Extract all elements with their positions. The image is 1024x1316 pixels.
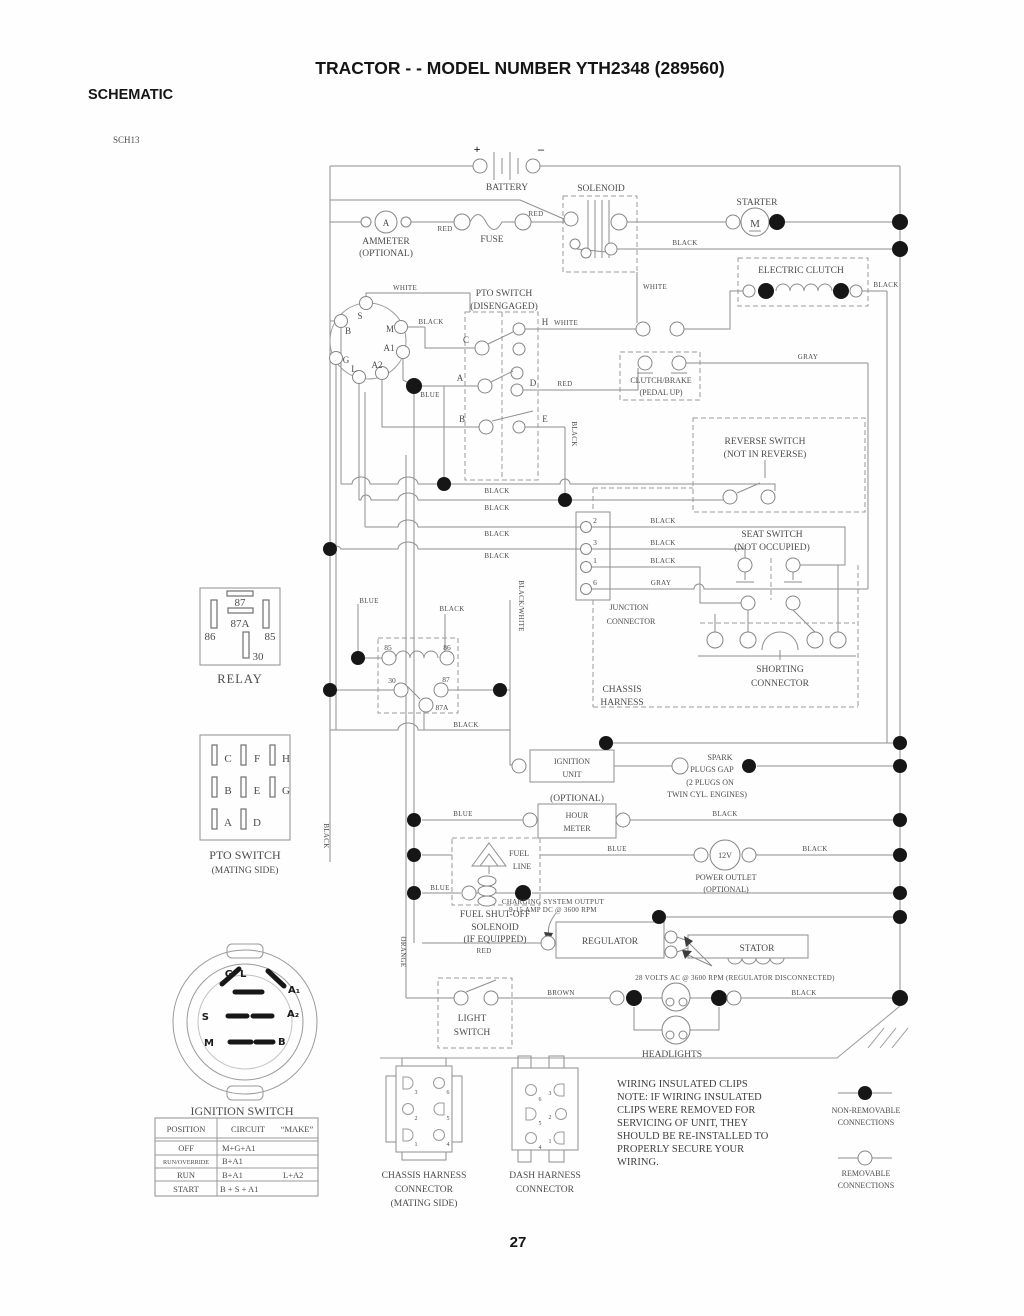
- ign-conn-b: B: [278, 1037, 286, 1048]
- table-row: START: [173, 1184, 199, 1194]
- svg-text:86: 86: [443, 643, 451, 652]
- svg-text:E: E: [253, 785, 261, 797]
- note-line: PROPERLY SECURE YOUR: [617, 1144, 745, 1155]
- table-header-position: POSITION: [166, 1124, 206, 1134]
- svg-text:1: 1: [548, 1139, 552, 1145]
- legend-non-removable: NON-REMOVABLE: [831, 1106, 901, 1115]
- wire-black-j1: BLACK: [650, 557, 676, 565]
- ign-conn-m: M: [204, 1038, 214, 1049]
- svg-text:(NOT IN REVERSE): (NOT IN REVERSE): [723, 450, 807, 460]
- dash-harness-connector: [509, 1056, 581, 1195]
- battery-plus: +: [473, 142, 481, 156]
- stator-label: STATOR: [739, 944, 775, 954]
- svg-text:4: 4: [446, 1142, 450, 1148]
- pto-pin-c: C: [462, 335, 470, 345]
- wire-red-3: RED: [557, 380, 573, 388]
- pto-switch-label: PTO SWITCH: [475, 289, 533, 299]
- svg-text:5: 5: [446, 1116, 450, 1122]
- spark-plugs: [667, 753, 907, 799]
- svg-text:UNIT: UNIT: [562, 770, 582, 779]
- junction-pin-6: 6: [593, 578, 597, 587]
- wire-black-j2: BLACK: [650, 517, 676, 525]
- svg-text:85: 85: [384, 643, 392, 652]
- relay-pin-87a: 87A: [230, 618, 250, 630]
- ignition-switch-pictorial: [173, 944, 317, 1118]
- wire-black-r4: BLACK: [484, 552, 510, 560]
- chassis-harness-boundary: [593, 488, 858, 708]
- wire-blue-po: BLUE: [607, 845, 627, 853]
- svg-text:6: 6: [538, 1097, 542, 1103]
- wire-white-2: WHITE: [392, 284, 418, 292]
- svg-text:2: 2: [548, 1115, 552, 1121]
- junction-pin-3: 3: [593, 538, 597, 547]
- svg-text:PLUGS GAP: PLUGS GAP: [690, 765, 734, 774]
- table-row: RUN/OVERRIDE: [162, 1159, 210, 1166]
- svg-text:6: 6: [446, 1090, 450, 1096]
- svg-text:LINE: LINE: [512, 862, 532, 871]
- shorting-label: SHORTING: [756, 665, 804, 675]
- relay-pictorial: [200, 588, 280, 686]
- page-number: 27: [509, 1234, 527, 1251]
- wire-blue-relay: BLUE: [359, 597, 379, 605]
- pto-pin-e: E: [542, 414, 548, 424]
- ign-term-a2: A2: [371, 360, 383, 370]
- wire-gray-j6: GRAY: [650, 579, 672, 587]
- svg-text:A: A: [224, 817, 232, 829]
- schematic-code: SCH13: [113, 135, 140, 145]
- battery-minus: –: [538, 142, 544, 156]
- svg-text:B: B: [224, 785, 232, 797]
- wire-black-r3: BLACK: [484, 530, 510, 538]
- clutch-brake-label: CLUTCH/BRAKE: [630, 376, 692, 385]
- spark-label: SPARK: [707, 753, 733, 762]
- connection-legend: [832, 1086, 901, 1190]
- wire-black-white: BLACK/WHITE: [517, 580, 525, 632]
- ign-term-s: S: [357, 311, 363, 321]
- relay-pin-85: 85: [264, 631, 276, 643]
- svg-text:3: 3: [414, 1090, 418, 1096]
- wire-blue-hm: BLUE: [453, 810, 473, 818]
- svg-text:L+A2: L+A2: [283, 1170, 304, 1180]
- starter-motor-symbol: [726, 198, 908, 257]
- wire-red-reg: RED: [476, 947, 492, 955]
- svg-text:B+A1: B+A1: [222, 1156, 243, 1166]
- svg-text:87: 87: [442, 675, 450, 684]
- svg-text:9-15 AMP DC @ 3600 RPM: 9-15 AMP DC @ 3600 RPM: [509, 906, 597, 914]
- svg-text:(PEDAL UP): (PEDAL UP): [639, 388, 683, 397]
- wire-orange: ORANGE: [399, 936, 407, 968]
- charging-output-label: CHARGING SYSTEM OUTPUT: [501, 898, 605, 906]
- svg-text:(IF EQUIPPED): (IF EQUIPPED): [463, 935, 527, 945]
- dash-connector-label: DASH HARNESS: [509, 1171, 581, 1181]
- note-line: SHOULD BE RE-INSTALLED TO: [617, 1131, 769, 1142]
- ammeter-symbol: [359, 211, 413, 259]
- svg-text:CONNECTOR: CONNECTOR: [395, 1185, 453, 1195]
- electric-clutch-label: ELECTRIC CLUTCH: [758, 266, 844, 276]
- wiring-note: [617, 1079, 769, 1168]
- wire-black-solenoid: BLACK: [672, 239, 698, 247]
- seat-switch-label: SEAT SWITCH: [741, 530, 803, 540]
- wire-red-1: RED: [437, 225, 453, 233]
- pto-pin-d: D: [529, 378, 537, 388]
- ign-conn-g: G: [224, 969, 233, 980]
- pto-mating-label: PTO SWITCH: [209, 848, 281, 862]
- pto-pin-b: B: [458, 414, 466, 424]
- regulator-label: REGULATOR: [581, 937, 639, 947]
- ignition-unit-label: IGNITION: [554, 757, 590, 766]
- table-header-circuit: CIRCUIT: [231, 1124, 265, 1134]
- wire-black-m: BLACK: [418, 318, 444, 326]
- svg-text:C: C: [224, 753, 232, 765]
- svg-text:(OPTIONAL): (OPTIONAL): [359, 249, 413, 259]
- light-switch: [438, 978, 512, 1048]
- svg-text:SOLENOID: SOLENOID: [471, 923, 519, 933]
- schematic-heading: SCHEMATIC: [88, 87, 174, 103]
- svg-text:3: 3: [548, 1091, 552, 1097]
- solenoid-label: SOLENOID: [577, 184, 625, 194]
- wire-white-3: WHITE: [553, 319, 579, 327]
- svg-text:5: 5: [538, 1121, 542, 1127]
- wire-blue-fuel: BLUE: [430, 884, 450, 892]
- svg-text:30: 30: [388, 676, 396, 685]
- note-line: SERVICING OF UNIT, THEY: [617, 1118, 749, 1129]
- fuel-line-label: FUEL: [509, 849, 529, 858]
- ignition-table: [155, 1118, 318, 1196]
- clutch-brake-switch: [620, 322, 700, 400]
- junction-pin-1: 1: [593, 556, 597, 565]
- wire-black-r1: BLACK: [484, 487, 510, 495]
- pto-mating-pictorial: [200, 735, 290, 876]
- wire-black-j3: BLACK: [650, 539, 676, 547]
- starter-m: M: [750, 218, 760, 230]
- starter-label: STARTER: [736, 198, 778, 208]
- reverse-switch-label: REVERSE SWITCH: [724, 437, 806, 447]
- reverse-switch: [693, 418, 865, 512]
- fuel-shutoff-label: FUEL SHUT-OFF: [459, 910, 531, 920]
- wire-black-po: BLACK: [802, 845, 828, 853]
- ammeter-label: AMMETER: [362, 237, 410, 247]
- svg-text:TWIN CYL. ENGINES): TWIN CYL. ENGINES): [667, 790, 747, 799]
- fuse-label: FUSE: [480, 235, 504, 245]
- electric-clutch-symbol: [738, 258, 899, 306]
- wire-black-hl: BLACK: [791, 989, 817, 997]
- chassis-connector-label: CHASSIS HARNESS: [381, 1171, 467, 1181]
- pto-switch-schematic: [457, 289, 549, 480]
- svg-text:(NOT OCCUPIED): (NOT OCCUPIED): [734, 543, 810, 553]
- svg-text:SWITCH: SWITCH: [453, 1028, 491, 1038]
- table-header-make: “MAKE”: [280, 1124, 314, 1134]
- light-switch-label: LIGHT: [457, 1014, 487, 1024]
- svg-text:2: 2: [414, 1116, 418, 1122]
- svg-text:87A: 87A: [435, 703, 449, 712]
- svg-text:HARNESS: HARNESS: [600, 698, 644, 708]
- wires: [330, 166, 900, 1058]
- wire-black-hm: BLACK: [712, 810, 738, 818]
- relay-pin-86: 86: [204, 631, 216, 643]
- wire-black-clutch: BLACK: [873, 281, 899, 289]
- ign-conn-l: L: [240, 969, 247, 980]
- wire-black-e: BLACK: [570, 421, 578, 447]
- svg-text:METER: METER: [563, 824, 591, 833]
- svg-text:F: F: [253, 753, 261, 765]
- svg-text:CONNECTOR: CONNECTOR: [751, 679, 809, 689]
- pto-pin-h: H: [541, 317, 549, 327]
- note-line: CLIPS WERE REMOVED FOR: [617, 1105, 756, 1116]
- svg-text:(DISENGAGED): (DISENGAGED): [470, 302, 538, 312]
- ammeter-a: A: [382, 218, 390, 228]
- svg-text:(MATING SIDE): (MATING SIDE): [211, 866, 279, 876]
- relay-pin-87: 87: [234, 597, 246, 609]
- note-line: NOTE: IF WIRING INSULATED: [617, 1092, 762, 1103]
- legend-removable: REMOVABLE: [841, 1169, 891, 1178]
- svg-text:H: H: [282, 753, 290, 765]
- fuel-shutoff-solenoid: [407, 838, 907, 945]
- wire-black-leftrail: BLACK: [322, 823, 330, 849]
- wire-blue-1: BLUE: [420, 391, 440, 399]
- svg-text:CONNECTOR: CONNECTOR: [606, 617, 656, 626]
- svg-text:(2 PLUGS ON: (2 PLUGS ON: [686, 778, 734, 787]
- hour-meter-optional: (OPTIONAL): [550, 794, 604, 804]
- svg-text:CONNECTIONS: CONNECTIONS: [837, 1181, 895, 1190]
- seat-switch: [734, 530, 810, 610]
- wire-black-r2: BLACK: [484, 504, 510, 512]
- table-row: RUN: [177, 1170, 195, 1180]
- note-line: WIRING.: [617, 1157, 659, 1168]
- ign-term-l: L: [351, 364, 357, 374]
- hour-meter-label: HOUR: [565, 811, 589, 820]
- wire-red-2: RED: [528, 210, 544, 218]
- page-title: TRACTOR - - MODEL NUMBER YTH2348 (289560): [315, 58, 725, 78]
- ign-term-g: G: [342, 355, 350, 365]
- wire-black-relay: BLACK: [439, 605, 465, 613]
- power-outlet-label: POWER OUTLET: [695, 873, 757, 882]
- svg-text:(OPTIONAL): (OPTIONAL): [703, 885, 749, 894]
- svg-text:4: 4: [538, 1145, 542, 1151]
- headlights-label: HEADLIGHTS: [641, 1050, 703, 1060]
- battery-symbol: [473, 142, 545, 193]
- ign-conn-a2: A₂: [287, 1009, 300, 1020]
- junction-label: JUNCTION: [609, 603, 649, 612]
- svg-text:B + S + A1: B + S + A1: [220, 1184, 259, 1194]
- pto-pin-a: A: [456, 373, 464, 383]
- hour-meter: [407, 793, 907, 838]
- relay-pin-30: 30: [252, 651, 264, 663]
- note-line: WIRING INSULATED CLIPS: [617, 1079, 748, 1090]
- ign-term-b: B: [344, 326, 352, 336]
- chassis-harness-connector: [382, 1058, 467, 1209]
- relay-schematic: [323, 638, 507, 713]
- ground-symbol: [868, 990, 908, 1048]
- ignition-switch-label: IGNITION SWITCH: [190, 1104, 294, 1118]
- stator-note: 28 VOLTS AC @ 3600 RPM (REGULATOR DISCONNECTED): [635, 974, 835, 982]
- svg-text:CONNECTOR: CONNECTOR: [516, 1185, 574, 1195]
- svg-text:(MATING SIDE): (MATING SIDE): [390, 1199, 458, 1209]
- table-row: OFF: [178, 1143, 194, 1153]
- headlights: [610, 983, 741, 1060]
- chassis-harness-label: CHASSIS: [602, 685, 642, 695]
- regulator-stator: [502, 898, 907, 982]
- ign-conn-a1: A₁: [288, 985, 301, 996]
- power-outlet-12v: 12V: [718, 851, 732, 860]
- wire-black-730: BLACK: [453, 721, 479, 729]
- ign-term-a1: A1: [383, 343, 395, 353]
- svg-text:D: D: [253, 817, 261, 829]
- wire-brown: BROWN: [547, 989, 575, 997]
- ign-conn-s: S: [201, 1012, 209, 1023]
- svg-text:1: 1: [414, 1142, 418, 1148]
- battery-label: BATTERY: [485, 183, 529, 193]
- power-outlet: [407, 840, 907, 894]
- svg-text:B+A1: B+A1: [222, 1170, 243, 1180]
- svg-text:M+G+A1: M+G+A1: [222, 1143, 256, 1153]
- wire-white-1: WHITE: [642, 283, 668, 291]
- ign-term-m: M: [385, 324, 395, 334]
- relay-label: RELAY: [217, 672, 263, 686]
- junction-pin-2: 2: [593, 516, 597, 525]
- svg-text:G: G: [282, 785, 290, 797]
- svg-text:CONNECTIONS: CONNECTIONS: [837, 1118, 895, 1127]
- solenoid-symbol: [563, 184, 637, 272]
- wire-gray-1: GRAY: [797, 353, 819, 361]
- fuse-symbol: [454, 214, 531, 245]
- junction-connector: [576, 512, 656, 626]
